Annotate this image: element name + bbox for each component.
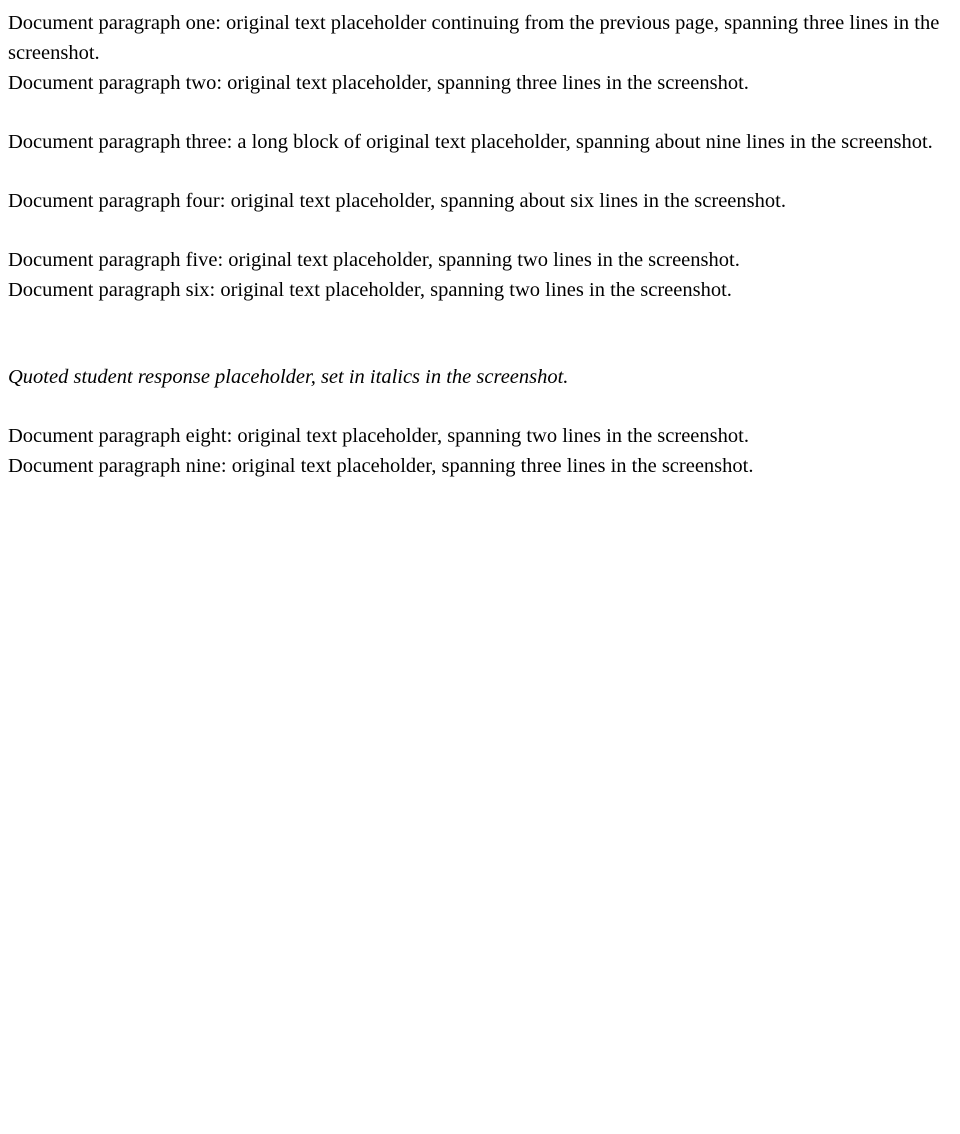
paragraph-5: Document paragraph five: original text placeholder, spanning two lines in the screenshot.: [8, 249, 740, 271]
paragraph-6: Document paragraph six: original text placeholder, spanning two lines in the screenshot.: [8, 279, 732, 301]
paragraph-2: Document paragraph two: original text placeholder, spanning three lines in the screenshot.: [8, 72, 749, 94]
paragraph-3: Document paragraph three: a long block of original text placeholder, spanning about nine lines in the screenshot.: [8, 131, 933, 153]
paragraph-9: Document paragraph nine: original text placeholder, spanning three lines in the screenshot.: [8, 455, 754, 477]
paragraph-8: Document paragraph eight: original text placeholder, spanning two lines in the screenshot.: [8, 425, 749, 447]
paragraph-gap: [8, 216, 952, 245]
paragraph-gap: [8, 392, 952, 421]
paragraph-gap: [8, 98, 952, 127]
quote-paragraph: Quoted student response placeholder, set in italics in the screenshot.: [8, 366, 569, 388]
paragraph-gap: [8, 305, 952, 362]
paragraph-4: Document paragraph four: original text placeholder, spanning about six lines in the screenshot.: [8, 190, 786, 212]
paragraph-1: Document paragraph one: original text placeholder continuing from the previous page, spanning three lines in the screenshot.: [8, 12, 940, 64]
paragraph-gap: [8, 157, 952, 186]
